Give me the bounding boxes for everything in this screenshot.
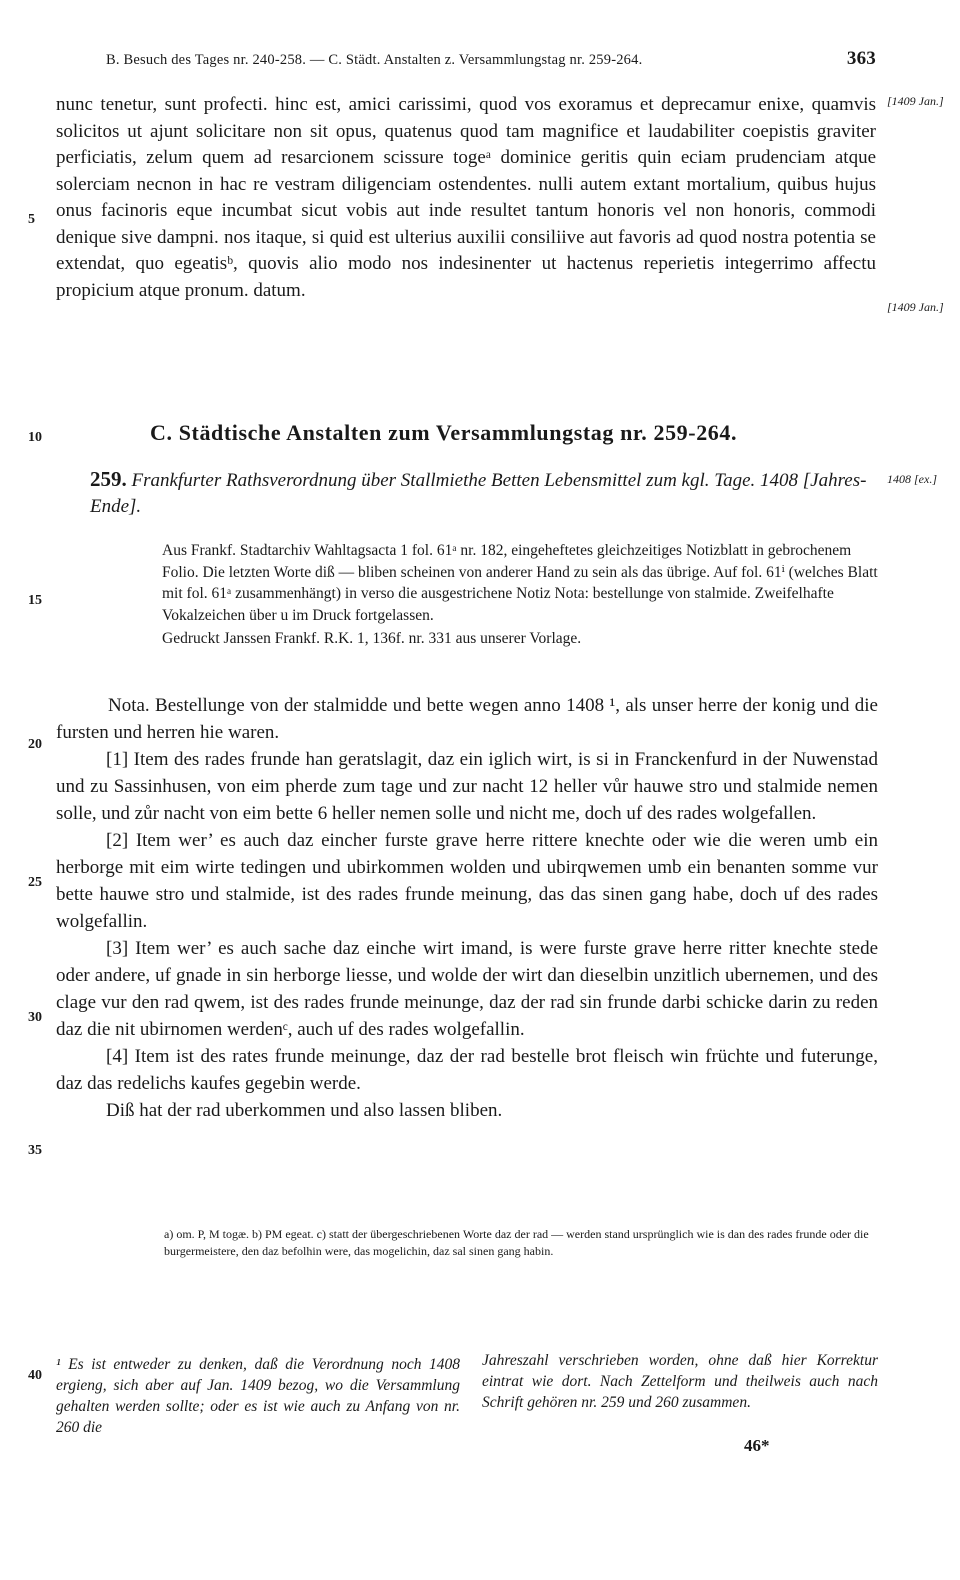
letter-paragraph: nunc tenetur, sunt profecti. hinc est, amici carissimi, quod vos exoramus et deprecamur enixe, quamvis solicitos ut ajunt solicitare non sit opus, quatenus quod tam magnifice et laudabiliter coepistis graviter perficiatis, zelum quem ad resarcionem scissure togeᵃ dominice geritis quin eciam prudenciam atque solerciam necnon in hac re vestram diligenciam ostendentes. nulli autem extant mortalium, quibus hujus onus facinoris eque incumbat sicut vobis aut inde resultet tantum honoris vel non honoris, commodi denique sive dampni. nos itaque, si quid est ulterius auxilii consiliive aut favoris ad quod nostra potentia se extendat, quo egeatisᵇ, quovis alio modo nos indesinenter ut hactenus reperietis integerrimo affectu propicium atque pronum. datum. — [56, 94, 876, 301]
line-number-30: 30 — [28, 1010, 42, 1025]
source-printed: Gedruckt Janssen Frankf. R.K. 1, 136f. nr. 331 aus unserer Vorlage. — [162, 630, 582, 647]
entry-title: Frankfurter Rathsverordnung über Stallmiethe Betten Lebensmittel zum kgl. Tage. 1408 [Jahres-Ende]. — [90, 470, 867, 517]
document-paragraph-3: [3] Item wer’ es auch sache daz einche wirt imand, is were furste grave herre ritter knechte stede oder andere, uf gnade in sin herborge liesse, und wolde der wirt dan dieselbin unzitlich ubernemen, und des clage vur den rad qwem, ist des rades frunde meinunge, daz der rad sin frunde darbi schicke darin zu reden daz die nit ubirnomen werdenᶜ, auch uf des rades wolgefallin. — [56, 938, 878, 1040]
line-number-35: 35 — [28, 1143, 42, 1158]
document-paragraph-1: [1] Item des rades frunde han geratslagit, daz ein iglich wirt, is si in Franckenfurd in der Nuwenstad und zu Sassinhusen, von eim pherde zum tage und zur nacht 12 heller vůr hauwe stro und stalmide nemen solle, und zůr nacht von eim bette 6 heller nemen solle und nicht me, doch uf des rades wolgefallen. — [56, 749, 878, 824]
margin-date-entry: 1408 [ex.] — [887, 472, 937, 486]
entry-number: 259. — [90, 467, 127, 491]
line-number-15: 15 — [28, 593, 42, 608]
running-header — [106, 48, 876, 69]
footnote-left-column: ¹ Es ist entweder zu denken, daß die Verordnung noch 1408 ergieng, sich aber auf Jan. 1409 bezog, wo die Versammlung gehalten werden sollte; oder es ist wie auch zu Anfang von nr. 260 die — [56, 1356, 460, 1436]
page-number: 363 — [846, 48, 876, 69]
margin-date-mid: [1409 Jan.] — [887, 300, 944, 314]
running-head-text: B. Besuch des Tages nr. 240-258. — C. Städt. Anstalten z. Versammlungstag nr. 259-264. — [106, 52, 643, 68]
section-heading: C. Städtische Anstalten zum Versammlungstag nr. 259-264. — [150, 420, 738, 445]
entry-title-block — [90, 466, 880, 520]
document-text — [56, 692, 878, 1124]
footnote-right-column: Jahreszahl verschrieben worden, ohne daß hier Korrektur eintrat wie dort. Nach Zettelform und theilweis auch nach Schrift gehören nr. 259 und 260 zusammen. — [482, 1352, 878, 1411]
margin-date-top: [1409 Jan.] — [887, 94, 944, 108]
source-note: Aus Frankf. Stadtarchiv Wahltagsacta 1 fol. 61ᵃ nr. 182, eingeheftetes gleichzeitiges Notizblatt in gebrochenem Folio. Die letzten Worte diß — bliben scheinen von anderer Hand zu sein als das übrige. Auf fol. 61ⁱ (welches Blatt mit fol. 61ᵃ zusammenhängt) in verso die ausgestrichene Notiz Nota: bestellunge von stalmide. Zweifelhafte Vokalzeichen über u im Druck fortgelassen. — [162, 542, 878, 624]
line-number-5: 5 — [28, 212, 35, 227]
signature-mark: 46* — [744, 1436, 770, 1455]
document-paragraph-nota: Nota. Bestellunge von der stalmidde und bette wegen anno 1408 ¹, als unser herre der konig und die fursten und herren hie waren. — [56, 695, 878, 743]
document-paragraph-4: [4] Item ist des rates frunde meinunge, daz der rad bestelle brot fleisch win früchte und futerunge, daz das redelichs kaufes gegebin werde. — [56, 1046, 878, 1094]
line-number-20: 20 — [28, 737, 42, 752]
document-paragraph-2: [2] Item wer’ es auch daz eincher furste grave herre rittere knechte oder wie die weren umb ein herborge mit eim wirte tedingen und ubirkommen wolden und ubirqwemen umb ein benanten somme vur bette hauwe stro und stalmide, ist des rades frunde meinung, das das sinen gang habe, doch uf des rades wolgefallin. — [56, 830, 878, 932]
document-paragraph-closing: Diß hat der rad uberkommen und also lassen bliben. — [106, 1100, 503, 1121]
source-description — [162, 540, 878, 650]
line-number-10: 10 — [28, 430, 42, 445]
line-number-40: 40 — [28, 1368, 42, 1383]
critical-apparatus: a) om. P, M togæ. b) PM egeat. c) statt der übergeschriebenen Worte daz der rad — werden stand ursprünglich wie is dan des rades frunde oder die burgermeistere, den daz befolhin were, das mogelichin, daz sal sinen gang habin. — [164, 1227, 869, 1258]
line-number-25: 25 — [28, 875, 42, 890]
